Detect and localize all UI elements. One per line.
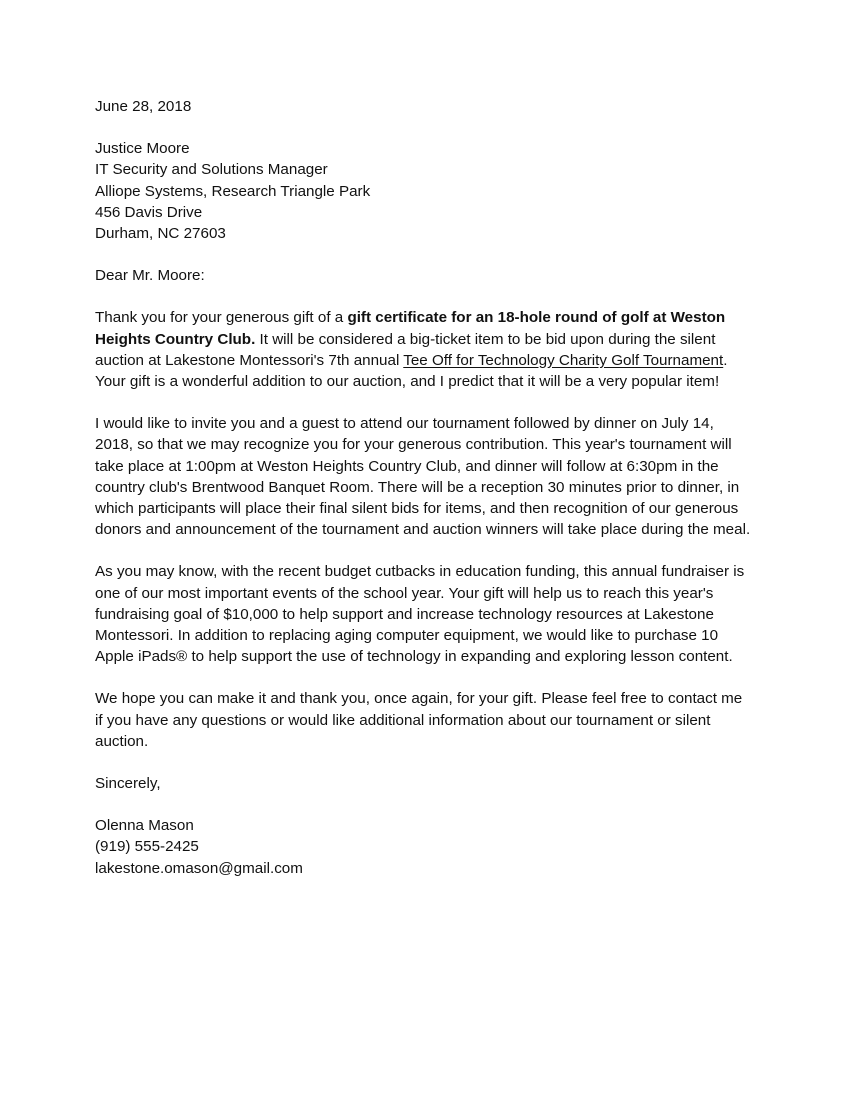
recipient-name: Justice Moore [95, 140, 190, 158]
salutation: Dear Mr. Moore: [95, 267, 205, 285]
paragraph-1-text-part-3: . Your gift is a wonderful addition to our auction, and I predict that it will be a very popular item! [95, 351, 728, 391]
body-paragraph-4: We hope you can make it and thank you, once again, for your gift. Please feel free to contact me if you have any questions or would like additional information about our tournament or silent auction. [95, 690, 743, 750]
sender-name: Olenna Mason [95, 817, 194, 835]
closing-salutation: Sincerely, [95, 775, 161, 793]
body-paragraph-1 [95, 307, 753, 392]
recipient-address-block [95, 138, 753, 244]
paragraph-1-text-part-1: Thank you for your generous gift of a [95, 309, 348, 327]
body-paragraph-3: As you may know, with the recent budget cutbacks in education funding, this annual fundraiser is one of our most important events of the school year. Your gift will help us to reach this year's fundraising goal of $10,000 to help support and increase technology resources at Lakestone Montessori. In addition to replacing aging computer equipment, we would like to purchase 10 Apple iPads® to help support the use of technology in expanding and exploring lesson content. [95, 563, 745, 666]
body-paragraph-2: I would like to invite you and a guest to attend our tournament followed by dinner on July 14, 2018, so that we may recognize you for your generous contribution. This year's tournament will take place at 1:00pm at Weston Heights Country Club, and dinner will follow at 6:30pm in the country club's Brentwood Banquet Room. There will be a reception 30 minutes prior to dinner, in which participants will place their final silent bids for items, and then recognition of our generous donors and announcement of the tournament and auction winners will take place during the meal. [95, 415, 751, 539]
sender-email: lakestone.omason@gmail.com [95, 859, 303, 877]
recipient-city-state-zip: Durham, NC 27603 [95, 225, 226, 243]
gift-description-bold: gift certificate for an 18-hole round of golf at Weston Heights Country Club. [95, 309, 726, 348]
recipient-street: 456 Davis Drive [95, 203, 203, 221]
letter-date: June 28, 2018 [95, 98, 192, 115]
paragraph-1-text-part-2: It will be considered a big-ticket item to be bid upon during the silent auction at Lakestone Montessori's 7th annual [95, 330, 716, 369]
tournament-name-underlined: Tee Off for Technology Charity Golf Tournament [403, 351, 724, 369]
recipient-company: Alliope Systems, Research Triangle Park [95, 182, 371, 200]
sender-phone: (919) 555-2425 [95, 838, 199, 856]
signature-block [95, 815, 753, 879]
recipient-title: IT Security and Solutions Manager [95, 161, 328, 179]
letter-body [95, 96, 753, 879]
